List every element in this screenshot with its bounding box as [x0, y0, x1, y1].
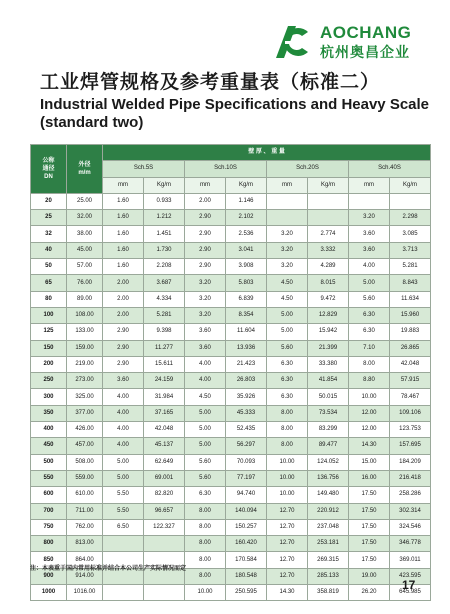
table-cell: 57.915	[390, 373, 431, 389]
table-cell: 4.50	[267, 291, 308, 307]
table-row	[31, 470, 431, 486]
table-cell: 8.354	[226, 307, 267, 323]
table-cell: 5.60	[267, 340, 308, 356]
table-row	[31, 275, 431, 291]
table-cell: 216.418	[390, 470, 431, 486]
footnote: 注：本表重于国内常用标准并结合本公司生产实际情况而定	[30, 566, 187, 572]
table-cell: 5.50	[103, 503, 144, 519]
table-cell: 0.933	[144, 193, 185, 209]
table-cell: 12.70	[267, 503, 308, 519]
cell-dn: 800	[31, 536, 67, 552]
table-cell: 10.00	[267, 470, 308, 486]
table-cell: 140.094	[226, 503, 267, 519]
table-cell: 15.00	[349, 454, 390, 470]
table-cell: 109.106	[390, 405, 431, 421]
table-cell: 4.00	[185, 356, 226, 372]
table-cell: 6.30	[267, 389, 308, 405]
table-cell: 2.102	[226, 210, 267, 226]
table-cell: 124.052	[308, 454, 349, 470]
table-cell: 31.984	[144, 389, 185, 405]
table-cell: 5.281	[390, 259, 431, 275]
cell-dn: 200	[31, 356, 67, 372]
table-cell: 220.912	[308, 503, 349, 519]
table-cell: 26.865	[390, 340, 431, 356]
table-cell: 253.181	[308, 536, 349, 552]
table-cell: 42.048	[390, 356, 431, 372]
table-cell: 26.20	[349, 585, 390, 601]
table-cell: 9.472	[308, 291, 349, 307]
table-row	[31, 340, 431, 356]
table-cell: 50.015	[308, 389, 349, 405]
table-row	[31, 405, 431, 421]
table-cell: 358.819	[308, 585, 349, 601]
table-cell: 17.50	[349, 552, 390, 568]
table-cell: 21.423	[226, 356, 267, 372]
table-cell: 10.00	[267, 454, 308, 470]
table-cell: 10.00	[185, 585, 226, 601]
table-cell: 5.00	[103, 470, 144, 486]
table-cell: 8.00	[185, 503, 226, 519]
pipe-spec-table-container	[30, 144, 430, 601]
table-cell: 24.159	[144, 373, 185, 389]
table-cell: 2.208	[144, 259, 185, 275]
table-cell	[267, 193, 308, 209]
table-cell: 89.477	[308, 438, 349, 454]
table-row	[31, 438, 431, 454]
table-row	[31, 356, 431, 372]
table-cell: 19.883	[390, 324, 431, 340]
table-cell: 6.30	[185, 487, 226, 503]
table-row	[31, 226, 431, 242]
table-cell: 5.803	[226, 275, 267, 291]
table-cell: 1.212	[144, 210, 185, 226]
company-logo	[272, 20, 448, 64]
table-row	[31, 242, 431, 258]
table-row	[31, 503, 431, 519]
table-cell: 4.50	[185, 389, 226, 405]
cell-dn: 250	[31, 373, 67, 389]
cell-od: 273.00	[67, 373, 103, 389]
table-cell: 8.00	[185, 536, 226, 552]
table-cell: 11.277	[144, 340, 185, 356]
table-cell: 1.60	[103, 259, 144, 275]
table-cell: 1.60	[103, 242, 144, 258]
table-row	[31, 585, 431, 601]
table-cell: 5.00	[349, 275, 390, 291]
table-cell: 10.00	[267, 487, 308, 503]
table-cell: 160.420	[226, 536, 267, 552]
cell-od: 45.00	[67, 242, 103, 258]
cell-od: 457.00	[67, 438, 103, 454]
cell-dn: 32	[31, 226, 67, 242]
table-cell: 19.00	[349, 568, 390, 584]
cell-od: 57.00	[67, 259, 103, 275]
cell-od: 108.00	[67, 307, 103, 323]
table-cell: 7.10	[349, 340, 390, 356]
table-cell: 17.50	[349, 519, 390, 535]
cell-od: 76.00	[67, 275, 103, 291]
table-cell: 3.713	[390, 242, 431, 258]
unit-kgm-header: Kg/m	[226, 177, 267, 193]
cell-dn: 450	[31, 438, 67, 454]
table-cell: 8.00	[185, 552, 226, 568]
table-cell: 2.90	[185, 226, 226, 242]
table-row	[31, 307, 431, 323]
table-cell: 10.00	[349, 389, 390, 405]
schedule-header: Sch.40S	[349, 161, 431, 177]
cell-od: 864.00	[67, 552, 103, 568]
table-cell: 6.30	[267, 356, 308, 372]
table-cell: 3.60	[103, 373, 144, 389]
table-cell: 4.00	[349, 259, 390, 275]
table-cell: 94.740	[226, 487, 267, 503]
table-cell	[267, 210, 308, 226]
table-cell: 269.315	[308, 552, 349, 568]
table-cell: 2.00	[103, 275, 144, 291]
table-cell: 8.843	[390, 275, 431, 291]
table-cell: 6.30	[349, 324, 390, 340]
table-cell: 45.333	[226, 405, 267, 421]
table-cell: 150.257	[226, 519, 267, 535]
table-cell: 369.011	[390, 552, 431, 568]
table-row	[31, 210, 431, 226]
table-cell: 645.985	[390, 585, 431, 601]
table-cell: 3.332	[308, 242, 349, 258]
cell-dn: 300	[31, 389, 67, 405]
table-cell: 17.50	[349, 536, 390, 552]
schedule-header: Sch.20S	[267, 161, 349, 177]
table-cell: 423.595	[390, 568, 431, 584]
table-row	[31, 389, 431, 405]
cell-dn: 40	[31, 242, 67, 258]
table-row	[31, 324, 431, 340]
table-cell: 3.041	[226, 242, 267, 258]
table-cell: 285.133	[308, 568, 349, 584]
cell-od: 711.00	[67, 503, 103, 519]
table-cell	[144, 536, 185, 552]
cell-od: 1016.00	[67, 585, 103, 601]
table-cell: 324.546	[390, 519, 431, 535]
cell-od: 914.00	[67, 568, 103, 584]
table-cell: 17.50	[349, 503, 390, 519]
table-cell: 258.286	[390, 487, 431, 503]
table-cell: 3.085	[390, 226, 431, 242]
table-cell: 302.314	[390, 503, 431, 519]
table-row	[31, 519, 431, 535]
table-cell: 56.297	[226, 438, 267, 454]
table-row	[31, 259, 431, 275]
table-cell: 45.137	[144, 438, 185, 454]
table-cell: 42.048	[144, 422, 185, 438]
table-row	[31, 487, 431, 503]
table-cell: 180.548	[226, 568, 267, 584]
cell-od: 159.00	[67, 340, 103, 356]
table-cell	[103, 585, 144, 601]
cell-dn: 850	[31, 552, 67, 568]
table-cell: 3.20	[349, 210, 390, 226]
table-row	[31, 193, 431, 209]
table-cell: 96.657	[144, 503, 185, 519]
table-cell: 1.60	[103, 193, 144, 209]
table-cell: 136.756	[308, 470, 349, 486]
table-cell: 2.90	[103, 324, 144, 340]
table-cell: 78.467	[390, 389, 431, 405]
table-cell: 1.146	[226, 193, 267, 209]
table-cell: 1.60	[103, 210, 144, 226]
table-cell: 8.00	[185, 519, 226, 535]
table-cell: 11.604	[226, 324, 267, 340]
table-cell: 8.00	[267, 422, 308, 438]
cell-od: 610.00	[67, 487, 103, 503]
cell-dn: 65	[31, 275, 67, 291]
table-cell: 170.584	[226, 552, 267, 568]
cell-dn: 125	[31, 324, 67, 340]
table-cell: 157.695	[390, 438, 431, 454]
unit-mm-header: mm	[267, 177, 308, 193]
table-cell: 12.00	[349, 422, 390, 438]
table-cell: 6.30	[267, 373, 308, 389]
table-cell: 2.90	[185, 242, 226, 258]
table-cell: 3.60	[185, 324, 226, 340]
cell-od: 133.00	[67, 324, 103, 340]
unit-mm-header: mm	[103, 177, 144, 193]
unit-kgm-header: Kg/m	[144, 177, 185, 193]
table-cell: 41.854	[308, 373, 349, 389]
table-cell: 69.001	[144, 470, 185, 486]
table-cell: 33.380	[308, 356, 349, 372]
table-cell: 77.197	[226, 470, 267, 486]
brand-name-cn: 杭州奥昌企业	[320, 44, 410, 60]
table-cell: 6.839	[226, 291, 267, 307]
table-cell	[308, 193, 349, 209]
table-cell: 73.534	[308, 405, 349, 421]
table-cell	[103, 536, 144, 552]
cell-od: 219.00	[67, 356, 103, 372]
header-wall-weight: 壁 厚 、 重 量	[103, 145, 431, 161]
cell-dn: 350	[31, 405, 67, 421]
table-cell: 4.00	[185, 373, 226, 389]
cell-od: 762.00	[67, 519, 103, 535]
table-cell: 3.20	[185, 307, 226, 323]
table-cell: 1.451	[144, 226, 185, 242]
page-title-cn: 工业焊管规格及参考重量表（标准二）	[40, 72, 381, 93]
table-cell: 8.00	[267, 405, 308, 421]
cell-dn: 100	[31, 307, 67, 323]
table-cell: 14.30	[267, 585, 308, 601]
table-body	[31, 193, 431, 600]
header-od: 外径 m/m	[67, 145, 103, 194]
cell-dn: 700	[31, 503, 67, 519]
table-cell: 2.90	[103, 356, 144, 372]
table-cell: 12.829	[308, 307, 349, 323]
cell-dn: 1000	[31, 585, 67, 601]
cell-dn: 150	[31, 340, 67, 356]
table-cell: 12.70	[267, 568, 308, 584]
table-cell: 4.00	[103, 438, 144, 454]
table-cell: 5.60	[349, 291, 390, 307]
cell-dn: 400	[31, 422, 67, 438]
table-cell: 12.00	[349, 405, 390, 421]
table-cell: 5.00	[103, 454, 144, 470]
schedule-header: Sch.10S	[185, 161, 267, 177]
unit-kgm-header: Kg/m	[390, 177, 431, 193]
table-cell: 4.334	[144, 291, 185, 307]
table-cell: 237.048	[308, 519, 349, 535]
table-cell: 2.00	[103, 307, 144, 323]
cell-dn: 750	[31, 519, 67, 535]
table-cell: 6.30	[349, 307, 390, 323]
table-row	[31, 373, 431, 389]
unit-kgm-header: Kg/m	[308, 177, 349, 193]
unit-mm-header: mm	[185, 177, 226, 193]
cell-od: 325.00	[67, 389, 103, 405]
table-cell: 3.60	[185, 340, 226, 356]
table-cell: 5.00	[267, 307, 308, 323]
table-cell: 5.281	[144, 307, 185, 323]
table-cell: 5.00	[185, 438, 226, 454]
cell-dn: 550	[31, 470, 67, 486]
table-cell: 6.50	[103, 519, 144, 535]
table-cell: 12.70	[267, 536, 308, 552]
cell-od: 25.00	[67, 193, 103, 209]
table-row	[31, 454, 431, 470]
cell-od: 813.00	[67, 536, 103, 552]
table-cell: 5.50	[103, 487, 144, 503]
table-cell: 12.70	[267, 552, 308, 568]
cell-od: 32.00	[67, 210, 103, 226]
table-cell: 8.00	[185, 568, 226, 584]
cell-od: 559.00	[67, 470, 103, 486]
cell-od: 89.00	[67, 291, 103, 307]
table-cell: 2.90	[103, 340, 144, 356]
table-cell: 3.20	[185, 291, 226, 307]
table-cell: 15.960	[390, 307, 431, 323]
table-cell: 3.20	[267, 259, 308, 275]
table-cell: 52.435	[226, 422, 267, 438]
table-cell: 3.20	[185, 275, 226, 291]
table-cell: 5.00	[267, 324, 308, 340]
table-cell: 12.70	[267, 519, 308, 535]
aochang-logo-icon	[272, 22, 312, 62]
table-cell: 37.165	[144, 405, 185, 421]
table-cell: 17.50	[349, 487, 390, 503]
table-cell: 5.00	[185, 405, 226, 421]
table-cell: 184.209	[390, 454, 431, 470]
table-cell: 9.398	[144, 324, 185, 340]
table-cell: 2.00	[185, 193, 226, 209]
table-cell: 2.298	[390, 210, 431, 226]
table-cell: 2.536	[226, 226, 267, 242]
table-cell: 15.942	[308, 324, 349, 340]
table-cell: 35.926	[226, 389, 267, 405]
cell-dn: 500	[31, 454, 67, 470]
table-cell: 70.093	[226, 454, 267, 470]
table-cell: 2.774	[308, 226, 349, 242]
unit-mm-header: mm	[349, 177, 390, 193]
table-cell: 4.00	[103, 405, 144, 421]
table-cell: 123.753	[390, 422, 431, 438]
table-cell: 14.30	[349, 438, 390, 454]
table-cell: 11.634	[390, 291, 431, 307]
table-row	[31, 291, 431, 307]
table-cell: 4.00	[103, 422, 144, 438]
table-cell: 3.687	[144, 275, 185, 291]
table-cell: 5.60	[185, 454, 226, 470]
table-cell	[144, 585, 185, 601]
table-cell: 16.00	[349, 470, 390, 486]
cell-od: 426.00	[67, 422, 103, 438]
cell-od: 377.00	[67, 405, 103, 421]
cell-dn: 20	[31, 193, 67, 209]
table-cell: 1.730	[144, 242, 185, 258]
table-cell: 3.20	[267, 242, 308, 258]
pipe-spec-table	[30, 144, 431, 601]
table-cell: 13.936	[226, 340, 267, 356]
cell-dn: 600	[31, 487, 67, 503]
table-cell: 26.803	[226, 373, 267, 389]
table-cell	[349, 193, 390, 209]
table-cell: 15.611	[144, 356, 185, 372]
cell-od: 38.00	[67, 226, 103, 242]
table-cell: 1.60	[103, 226, 144, 242]
page-title-en: Industrial Welded Pipe Specifications and Heavy Scale (standard two)	[40, 96, 430, 131]
schedule-header: Sch.5S	[103, 161, 185, 177]
table-cell	[308, 210, 349, 226]
table-cell: 3.908	[226, 259, 267, 275]
table-cell: 346.778	[390, 536, 431, 552]
header-dn: 公称 通径 DN	[31, 145, 67, 194]
table-cell: 2.90	[185, 259, 226, 275]
page-number: 17	[402, 578, 416, 592]
table-cell: 62.649	[144, 454, 185, 470]
table-cell: 149.480	[308, 487, 349, 503]
table-row	[31, 536, 431, 552]
table-cell: 122.327	[144, 519, 185, 535]
table-cell: 5.00	[185, 422, 226, 438]
table-cell: 4.00	[103, 389, 144, 405]
table-cell: 8.80	[349, 373, 390, 389]
table-cell: 8.00	[349, 356, 390, 372]
table-cell: 250.595	[226, 585, 267, 601]
table-cell: 83.299	[308, 422, 349, 438]
table-cell: 8.015	[308, 275, 349, 291]
cell-od: 508.00	[67, 454, 103, 470]
table-cell: 21.399	[308, 340, 349, 356]
brand-name-en: AOCHANG	[320, 23, 412, 42]
table-cell: 3.60	[349, 242, 390, 258]
table-cell: 4.50	[267, 275, 308, 291]
table-row	[31, 422, 431, 438]
cell-dn: 80	[31, 291, 67, 307]
table-cell: 2.00	[103, 291, 144, 307]
table-cell: 82.820	[144, 487, 185, 503]
table-cell: 4.289	[308, 259, 349, 275]
table-cell: 5.60	[185, 470, 226, 486]
cell-dn: 50	[31, 259, 67, 275]
table-cell: 8.00	[267, 438, 308, 454]
table-cell	[390, 193, 431, 209]
cell-dn: 900	[31, 568, 67, 584]
table-cell: 3.20	[267, 226, 308, 242]
cell-dn: 25	[31, 210, 67, 226]
table-cell: 2.90	[185, 210, 226, 226]
table-cell: 3.60	[349, 226, 390, 242]
